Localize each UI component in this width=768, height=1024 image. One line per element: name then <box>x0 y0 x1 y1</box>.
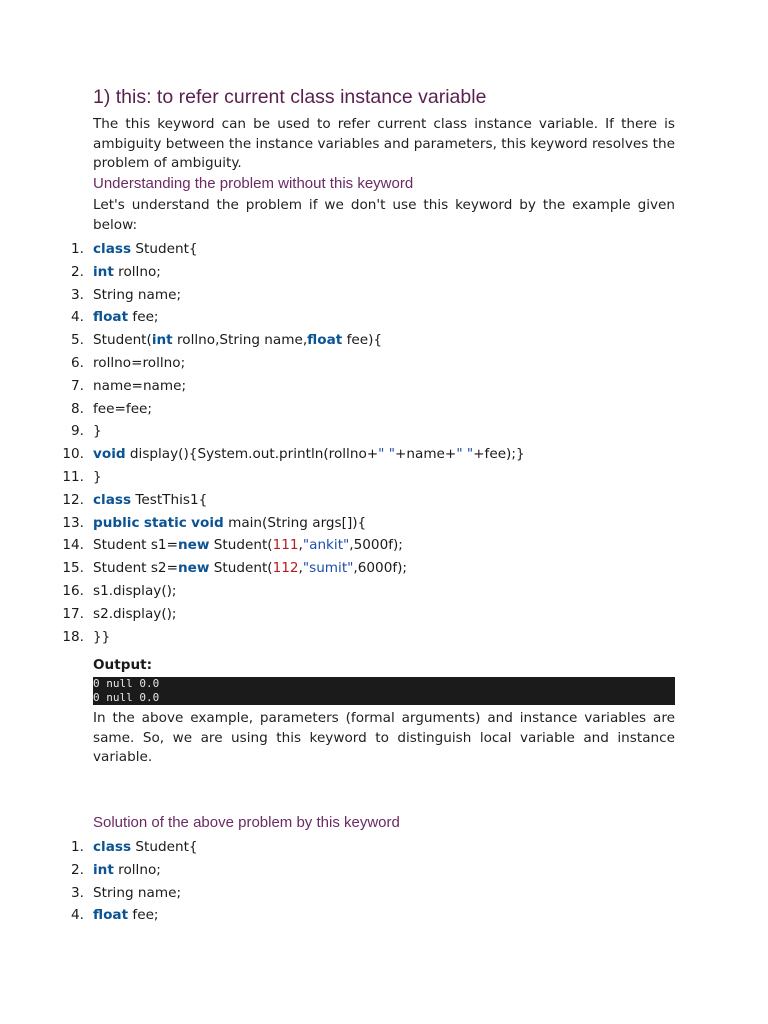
code-text <box>93 332 382 348</box>
code-number: 112 <box>272 560 299 577</box>
code-token: ,6000f); <box>353 560 408 577</box>
output-line: 0 null 0.0 <box>93 677 160 690</box>
code-token: }} <box>93 628 111 645</box>
code-string: " " <box>456 446 474 463</box>
code-token: display(){System.out.println(rollno+ <box>125 446 379 463</box>
line-number: 3. <box>71 286 84 303</box>
line-number: 13. <box>62 514 84 531</box>
code-text <box>93 629 110 645</box>
code-keyword: float <box>93 309 129 326</box>
subheading-solution: Solution of the above problem by this keyword <box>93 814 400 831</box>
code-token: TestThis1{ <box>131 491 208 508</box>
code-text <box>93 355 185 371</box>
code-token: Student{ <box>131 839 198 855</box>
code-text <box>93 423 102 439</box>
code-token: main(String args[]){ <box>223 514 367 531</box>
code-text <box>93 287 181 303</box>
code-token: fee; <box>128 907 159 924</box>
code-text <box>93 606 177 622</box>
code-token: s2.display(); <box>93 605 177 622</box>
line-number: 1. <box>71 839 84 855</box>
code-token: s1.display(); <box>93 583 177 599</box>
line-number: 8. <box>71 400 84 417</box>
code-token: rollno; <box>113 861 161 878</box>
line-number: 15. <box>62 560 84 577</box>
code-text <box>93 560 407 576</box>
code-keyword: new <box>177 537 210 554</box>
code-keyword: class <box>93 241 132 257</box>
code-token: ,5000f); <box>349 537 403 554</box>
code-token: Student{ <box>131 241 198 257</box>
code-text <box>93 378 186 394</box>
code-text <box>93 907 159 923</box>
line-number: 12. <box>62 491 84 508</box>
code-token: , <box>298 560 303 577</box>
line-number: 10. <box>62 446 84 463</box>
code-token: String name; <box>93 884 182 901</box>
line-number: 5. <box>71 332 84 349</box>
line-number: 4. <box>71 907 84 924</box>
code-token: fee=fee; <box>93 400 152 417</box>
code-token: fee){ <box>342 332 383 349</box>
code-text <box>93 264 161 280</box>
code-keyword: public <box>93 514 140 531</box>
line-number: 3. <box>71 884 84 901</box>
code-token: String name; <box>93 286 182 303</box>
code-keyword: int <box>93 263 114 280</box>
code-text <box>93 401 152 417</box>
code-keyword: int <box>151 332 173 349</box>
code-string: "ankit" <box>302 537 350 554</box>
code-text <box>93 839 198 855</box>
line-number: 18. <box>62 628 84 645</box>
output-line: 0 null 0.0 <box>93 690 160 704</box>
code-token: +fee);} <box>473 446 525 463</box>
intro-paragraph: The this keyword can be used to refer current class instance variable. If there is ambiguity between the instance variables and parameters, this keyword resolves the problem of ambiguity. <box>93 116 675 171</box>
line-number: 1. <box>71 241 84 257</box>
code-token: rollno; <box>113 263 161 280</box>
output-console <box>93 677 675 705</box>
line-number: 7. <box>71 377 84 394</box>
code-text <box>93 583 177 599</box>
line-number: 16. <box>62 583 84 599</box>
section-title: 1) this: to refer current class instance variable <box>93 86 487 108</box>
code-token: } <box>93 423 102 440</box>
line-number: 14. <box>62 537 84 554</box>
line-number: 6. <box>71 355 84 371</box>
code-token: +name+ <box>394 446 457 463</box>
code-keyword: class <box>93 839 132 855</box>
code-keyword: int <box>93 861 114 878</box>
code-token: fee; <box>128 309 159 326</box>
code-text <box>93 492 207 508</box>
code-keyword: static <box>143 514 187 531</box>
line-number: 2. <box>71 861 84 878</box>
code-text <box>93 309 159 325</box>
output-label: Output: <box>93 657 153 673</box>
code-keyword: void <box>191 514 224 531</box>
line-number: 11. <box>62 469 84 485</box>
code-keyword: void <box>93 446 126 463</box>
line-number: 17. <box>62 605 84 622</box>
code-token: Student( <box>209 537 273 554</box>
code-token: rollno,String name, <box>172 332 308 349</box>
code-token: Student( <box>209 560 273 577</box>
code-token: rollno=rollno; <box>93 355 186 371</box>
subheading-problem: Understanding the problem without this keyword <box>93 175 414 192</box>
code-token: Student( <box>93 332 152 349</box>
code-token: , <box>298 537 303 554</box>
code-keyword: class <box>93 491 132 508</box>
code-text <box>93 885 181 901</box>
code-text <box>93 862 161 878</box>
code-text <box>93 469 102 485</box>
code-token: } <box>93 469 102 485</box>
line-number: 4. <box>71 309 84 326</box>
problem-paragraph: Let's understand the problem if we don't use this keyword by the example given below: <box>93 197 675 233</box>
code-keyword: float <box>93 907 129 924</box>
line-number: 9. <box>71 423 84 440</box>
code-token: Student s1= <box>93 537 178 554</box>
code-number: 111 <box>272 537 299 554</box>
line-number: 2. <box>71 263 84 280</box>
code-keyword: new <box>177 560 210 577</box>
code-token: name=name; <box>93 377 187 394</box>
code-keyword: float <box>307 332 343 349</box>
code-text <box>93 537 403 553</box>
code-text <box>93 515 366 531</box>
code-text <box>93 241 198 257</box>
code-string: "sumit" <box>302 560 354 577</box>
code-text <box>93 446 525 462</box>
code-token: Student s2= <box>93 560 178 577</box>
explanation-paragraph: In the above example, parameters (formal arguments) and instance variables are same. So, we are using this keyword to distinguish local variable and instance variable. <box>93 710 675 765</box>
code-string: " " <box>378 446 395 463</box>
